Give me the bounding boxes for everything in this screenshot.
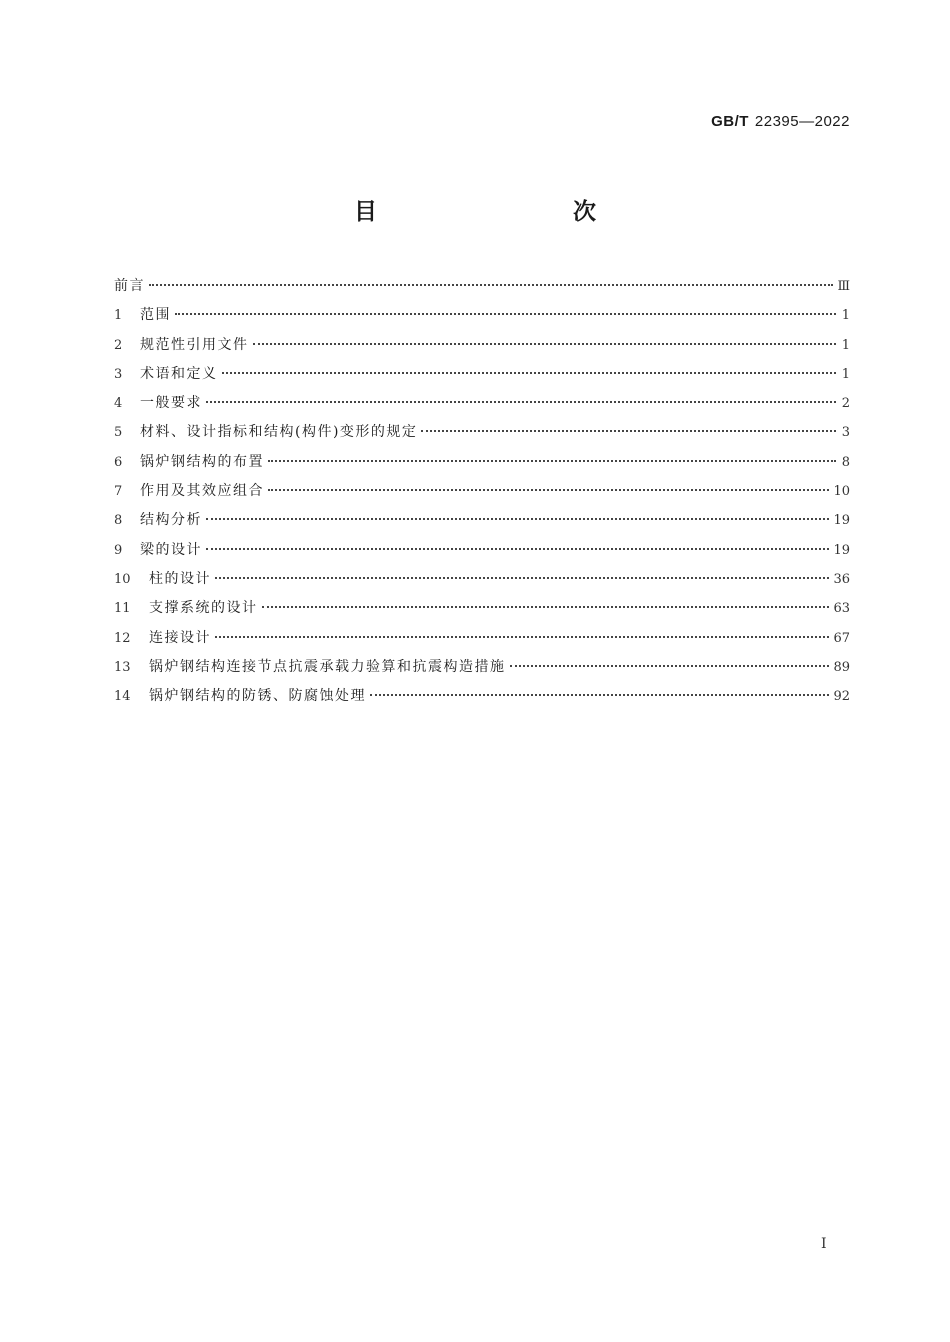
standard-number: 22395—2022 — [754, 113, 850, 130]
dot-leader — [510, 665, 830, 667]
toc-item-number: 11 — [114, 601, 131, 617]
toc-item-number: 1 — [114, 308, 123, 324]
dot-leader — [370, 694, 829, 696]
toc-item-foreword[interactable] — [114, 272, 850, 301]
toc-item-7[interactable] — [114, 477, 850, 506]
toc-item-number: 3 — [114, 366, 123, 382]
toc-item-page: 92 — [833, 689, 850, 705]
toc-item-label: 连接设计 — [149, 629, 211, 646]
toc-item-5[interactable] — [114, 418, 850, 447]
toc-item-number: 2 — [114, 337, 123, 353]
toc-item-number: 13 — [114, 659, 131, 675]
toc-item-label: 规范性引用文件 — [140, 336, 249, 353]
toc-item-page: 8 — [841, 454, 850, 470]
dot-leader — [262, 606, 830, 608]
toc-item-6[interactable] — [114, 448, 850, 477]
standard-code — [711, 113, 850, 130]
toc-item-2[interactable] — [114, 331, 850, 360]
toc-item-number: 10 — [114, 571, 131, 587]
toc-item-page: 67 — [833, 630, 850, 646]
toc-item-page: 19 — [833, 542, 850, 558]
toc-item-number: 6 — [114, 454, 123, 470]
toc-item-label: 术语和定义 — [140, 365, 218, 382]
toc-item-12[interactable] — [114, 624, 850, 653]
toc-item-9[interactable] — [114, 536, 850, 565]
dot-leader — [206, 548, 829, 550]
toc-title: 目 次 — [354, 199, 646, 225]
toc-item-page: 10 — [833, 484, 850, 500]
toc-item-label: 锅炉钢结构的布置 — [140, 453, 264, 470]
dot-leader — [253, 343, 837, 345]
dot-leader — [421, 430, 836, 432]
toc-item-label: 结构分析 — [140, 512, 202, 529]
toc-item-1[interactable] — [114, 301, 850, 330]
dot-leader — [268, 460, 836, 462]
toc-item-label: 支撑系统的设计 — [149, 600, 258, 617]
toc-item-label: 梁的设计 — [140, 541, 202, 558]
toc-item-label: 前言 — [114, 278, 145, 294]
toc-item-8[interactable] — [114, 506, 850, 535]
toc-item-page: 63 — [833, 601, 850, 617]
toc-item-page: 3 — [841, 425, 850, 441]
dot-leader — [215, 636, 829, 638]
toc-item-page: 1 — [841, 337, 850, 353]
toc-item-label: 一般要求 — [140, 395, 202, 412]
toc-item-10[interactable] — [114, 565, 850, 594]
toc-item-page: 1 — [841, 308, 850, 324]
toc-item-number: 4 — [114, 396, 123, 412]
table-of-contents — [114, 272, 850, 711]
standard-prefix: GB/T — [711, 113, 749, 130]
toc-item-label: 范围 — [140, 307, 171, 324]
toc-item-page: 1 — [841, 366, 850, 382]
toc-item-page: 19 — [833, 513, 850, 529]
toc-item-13[interactable] — [114, 653, 850, 682]
page-number: Ⅰ — [821, 1236, 827, 1252]
toc-item-4[interactable] — [114, 389, 850, 418]
toc-item-page: Ⅲ — [837, 279, 850, 294]
toc-item-number: 8 — [114, 513, 123, 529]
toc-item-number: 5 — [114, 425, 123, 441]
toc-item-label: 柱的设计 — [149, 570, 211, 587]
toc-item-number: 9 — [114, 542, 123, 558]
dot-leader — [149, 284, 833, 286]
dot-leader — [222, 372, 837, 374]
toc-item-label: 材料、设计指标和结构(构件)变形的规定 — [140, 424, 418, 441]
dot-leader — [175, 313, 836, 315]
dot-leader — [268, 489, 829, 491]
toc-item-label: 作用及其效应组合 — [140, 483, 264, 500]
dot-leader — [206, 401, 836, 403]
toc-item-number: 12 — [114, 630, 131, 646]
toc-item-3[interactable] — [114, 360, 850, 389]
toc-item-number: 14 — [114, 689, 131, 705]
toc-item-11[interactable] — [114, 594, 850, 623]
toc-item-label: 锅炉钢结构连接节点抗震承载力验算和抗震构造措施 — [149, 658, 506, 675]
toc-item-14[interactable] — [114, 682, 850, 711]
toc-item-page: 2 — [841, 396, 850, 412]
dot-leader — [206, 518, 829, 520]
toc-item-number: 7 — [114, 484, 123, 500]
toc-item-page: 36 — [833, 571, 850, 587]
toc-item-label: 锅炉钢结构的防锈、防腐蚀处理 — [149, 688, 366, 705]
toc-item-page: 89 — [833, 659, 850, 675]
dot-leader — [215, 577, 829, 579]
